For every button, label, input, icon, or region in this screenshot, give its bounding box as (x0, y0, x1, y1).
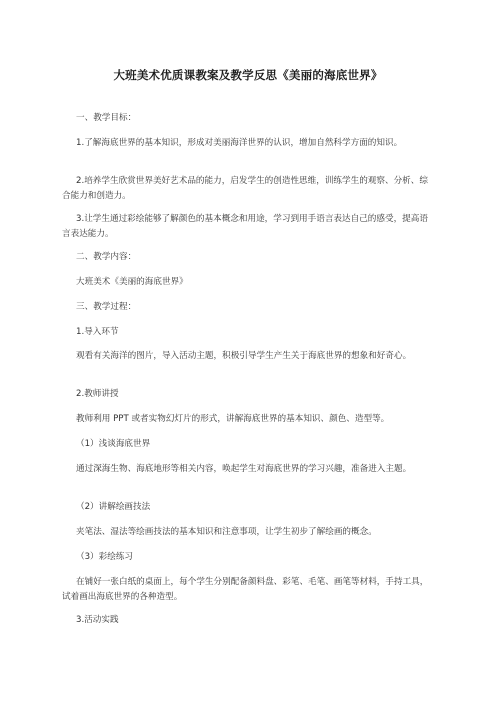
paragraph-practice: 在铺好一张白纸的桌面上，每个学生分别配备颜料盘、彩笔、毛笔、画笔等材料，手持工具，试着画出海底世界的各种造型。 (62, 577, 429, 602)
section-heading-process: 三、教学过程： (76, 302, 137, 312)
document-title: 大班美术优质课教案及教学反思《美丽的海底世界》 (113, 68, 383, 82)
subheading-techniques: （2）讲解绘画技法 (76, 502, 151, 512)
paragraph-objective-1: 1.了解海底世界的基本知识，形成对美丽海洋世界的认识，增加自然科学方面的知识。 (76, 138, 403, 148)
paragraph-objective-3: 3.让学生通过彩绘能够了解颜色的基本概念和用途，学习到用手语言表达自己的感受，提高语言表达能力。 (62, 214, 428, 239)
paragraph-teaching: 教师利用 PPT 或者实物幻灯片的形式，讲解海底世界的基本知识、颜色、造型等。 (76, 414, 390, 424)
subheading-activity: 3.活动实践 (76, 615, 119, 625)
paragraph-intro: 观看有关海洋的图片，导入活动主题，积极引导学生产生关于海底世界的想象和好奇心。 (76, 351, 412, 361)
paragraph-objective-2: 2.培养学生欣赏世界美好艺术品的能力，启发学生的创造性思维，训练学生的观察、分析、综合能力和创造力。 (62, 176, 428, 201)
paragraph-content: 大班美术《美丽的海底世界》 (76, 277, 188, 287)
section-heading-objectives: 一、教学目标： (76, 113, 137, 123)
section-heading-content: 二、教学内容： (76, 252, 137, 262)
subheading-ocean-talk: （1）浅谈海底世界 (76, 439, 151, 449)
paragraph-ocean-talk: 通过深海生物、海底地形等相关内容，唤起学生对海底世界的学习兴趣，准备进入主题。 (76, 464, 412, 474)
paragraph-techniques: 夹笔法、湿法等绘画技法的基本知识和注意事项，让学生初步了解绘画的概念。 (76, 527, 377, 537)
subheading-teaching: 2.教师讲授 (76, 389, 119, 399)
subheading-intro: 1.导入环节 (76, 327, 119, 337)
subheading-practice: （3）彩绘练习 (76, 552, 134, 562)
